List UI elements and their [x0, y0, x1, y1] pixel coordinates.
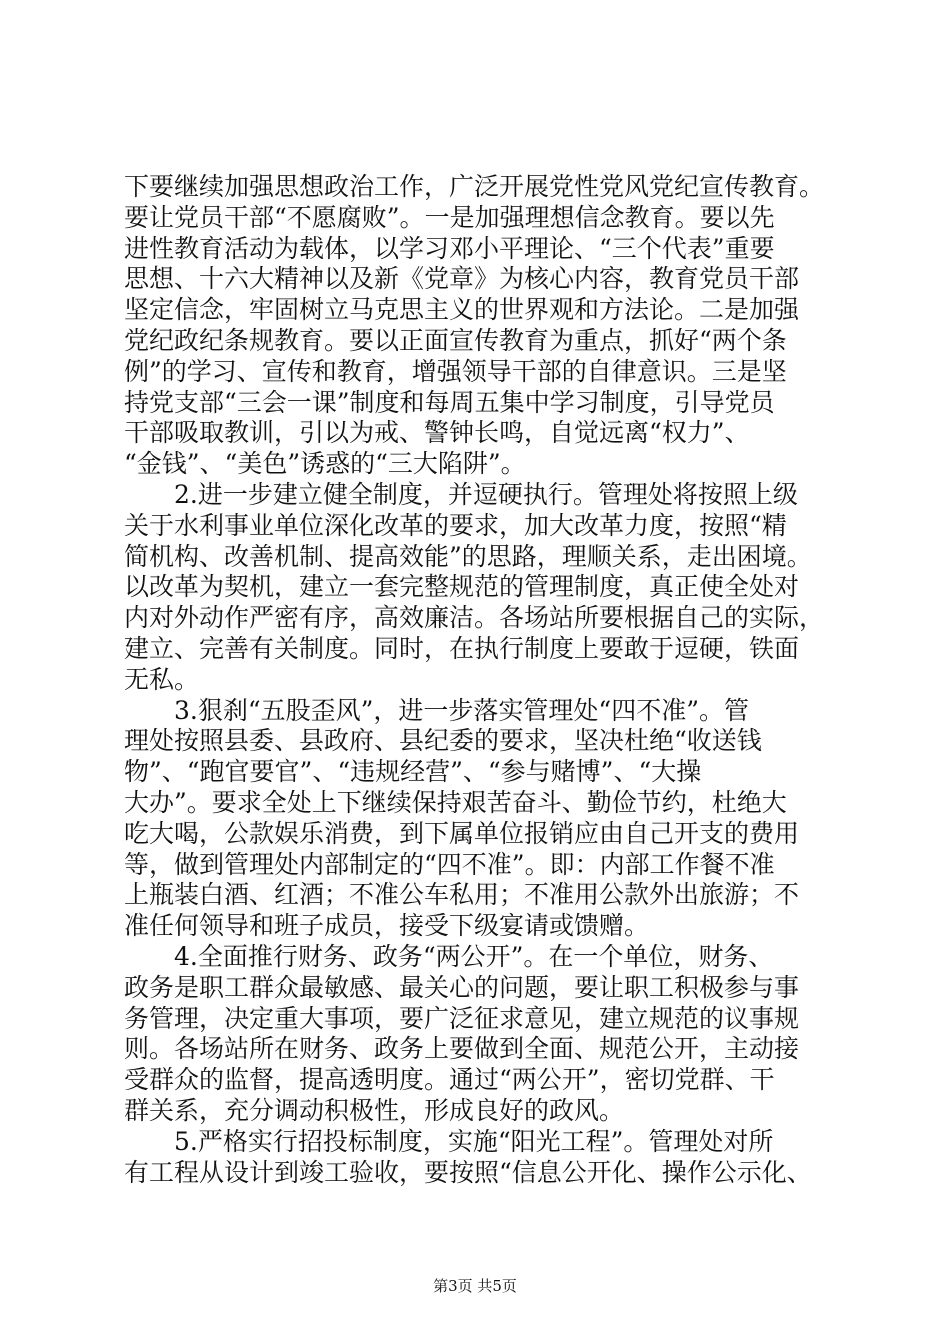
text-line: 理处按照县委、县政府、县纪委的要求，坚决杜绝“收送钱	[124, 726, 762, 756]
text-line: 以改革为契机，建立一套完整规范的管理制度，真正使全处对	[124, 572, 800, 602]
text-line: 大办”。要求全处上下继续保持艰苦奋斗、勤俭节约，杜绝大	[124, 787, 787, 817]
paragraph-start-line: 4.全面推行财务、政务“两公开”。在一个单位，财务、	[174, 941, 774, 971]
text-line: 受群众的监督，提高透明度。通过“两公开”，密切党群、干	[124, 1065, 775, 1095]
text-line: 有工程从设计到竣工验收，要按照“信息公开化、操作公示化、	[124, 1157, 812, 1187]
text-line: 上瓶装白酒、红酒；不准公车私用；不准用公款外出旅游；不	[124, 880, 800, 910]
text-line: 思想、十六大精神以及新《党章》为核心内容，教育党员干部	[124, 264, 800, 294]
page-footer: 第3页 共5页	[433, 1277, 517, 1295]
text-line: 例”的学习、宣传和教育，增强领导干部的自律意识。三是坚	[124, 356, 787, 386]
text-line: 政务是职工群众最敏感、最关心的问题，要让职工积极参与事	[124, 972, 800, 1002]
text-line: 内对外动作严密有序，高效廉洁。各场站所要根据自己的实际，	[124, 603, 825, 633]
text-line: 进性教育活动为载体，以学习邓小平理论、“三个代表”重要	[124, 233, 775, 263]
text-line: 吃大喝，公款娱乐消费，到下属单位报销应由自己开支的费用	[124, 818, 800, 848]
text-line: 建立、完善有关制度。同时，在执行制度上要敢于逗硬，铁面	[124, 633, 800, 663]
text-line: 务管理，决定重大事项，要广泛征求意见，建立规范的议事规	[124, 1003, 800, 1033]
text-line: 则。各场站所在财务、政务上要做到全面、规范公开，主动接	[124, 1034, 800, 1064]
text-line: 无私。	[124, 664, 200, 694]
text-line: 要让党员干部“不愿腐败”。一是加强理想信念教育。要以先	[124, 202, 775, 232]
text-line: “金钱”、“美色”诱惑的“三大陷阱”。	[124, 449, 526, 479]
text-line: 干部吸取教训，引以为戒、警钟长鸣，自觉远离“权力”、	[124, 418, 750, 448]
text-line: 持党支部“三会一课”制度和每周五集中学习制度，引导党员	[124, 387, 775, 417]
text-line: 物”、“跑官要官”、“违规经营”、“参与赌博”、“大操	[124, 757, 702, 787]
document-body	[124, 172, 830, 1188]
text-line: 简机构、改善机制、提高效能”的思路，理顺关系，走出困境。	[124, 541, 812, 571]
paragraph-start-line: 2.进一步建立健全制度，并逗硬执行。管理处将按照上级	[174, 479, 798, 509]
text-line: 等，做到管理处内部制定的“四不准”。即：内部工作餐不准	[124, 849, 775, 879]
text-line: 坚定信念，牢固树立马克思主义的世界观和方法论。二是加强	[124, 295, 800, 325]
paragraph-start-line: 5.严格实行招投标制度，实施“阳光工程”。管理处对所	[174, 1126, 774, 1156]
text-line: 群关系，充分调动积极性，形成良好的政风。	[124, 1095, 625, 1125]
paragraph-start-line: 3.狠刹“五股歪风”，进一步落实管理处“四不准”。管	[174, 695, 749, 725]
text-line: 党纪政纪条规教育。要以正面宣传教育为重点，抓好“两个条	[124, 325, 787, 355]
text-line: 准任何领导和班子成员，接受下级宴请或馈赠。	[124, 911, 650, 941]
text-line: 关于水利事业单位深化改革的要求，加大改革力度，按照“精	[124, 510, 787, 540]
text-line: 下要继续加强思想政治工作，广泛开展党性党风党纪宣传教育。	[124, 172, 825, 201]
